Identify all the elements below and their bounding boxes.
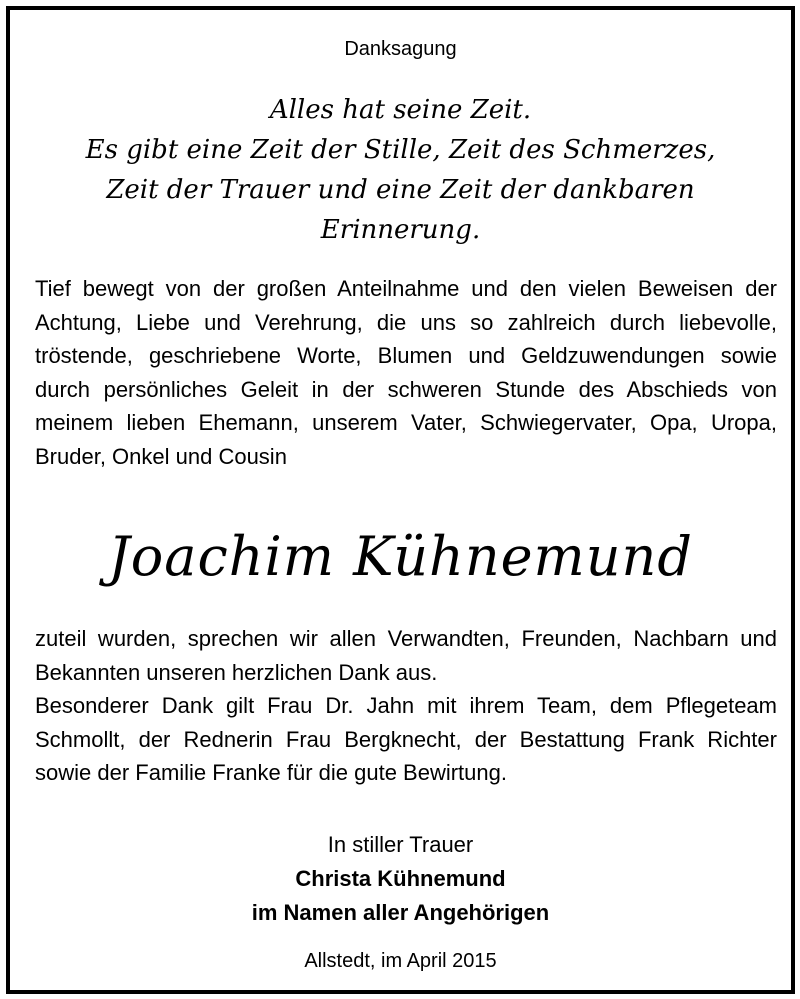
poem-line: Erinnerung.: [320, 215, 481, 245]
thanks-paragraph-2: zuteil wurden, sprechen wir allen Verwandten, Freunden, Nachbarn und Bekannten unseren herzlichen Dank aus.: [35, 626, 777, 685]
poem-line: Zeit der Trauer und eine Zeit der dankbaren: [106, 175, 695, 205]
deceased-name: Joachim Kühnemund: [108, 525, 693, 588]
place-date: Allstedt, im April 2015: [304, 950, 497, 972]
notice-frame: [6, 6, 795, 994]
signature-intro: In stiller Trauer: [327, 832, 474, 857]
thanks-paragraph: Tief bewegt von der großen Anteilnahme und den vielen Beweisen der Achtung, Liebe und Verehrung, die uns so zahlreich durch liebevolle, tröstende, geschriebene Worte, Blumen und Geldzuwendungen sowie durch persönliches Geleit in der schweren Stunde des Abschieds von meinem lieben Ehemann, unserem Vater, Schwiegervater, Opa, Uropa, Bruder, Onkel und Cousin: [35, 276, 777, 469]
poem-line: Alles hat seine Zeit.: [269, 95, 532, 125]
signature-name: Christa Kühnemund: [295, 866, 506, 891]
thanks-continuation: [35, 622, 777, 790]
notice-heading: Danksagung: [344, 38, 457, 60]
signature-family: im Namen aller Angehörigen: [251, 900, 550, 925]
special-thanks-paragraph: Besonderer Dank gilt Frau Dr. Jahn mit ihrem Team, dem Pflegeteam Schmollt, der Rednerin Frau Bergknecht, der Bestattung Frank Richter sowie der Familie Franke für die gute Bewirtung.: [35, 693, 777, 785]
signature-block: [10, 828, 791, 930]
poem: [10, 90, 791, 250]
poem-line: Es gibt eine Zeit der Stille, Zeit des Schmerzes,: [85, 135, 716, 165]
